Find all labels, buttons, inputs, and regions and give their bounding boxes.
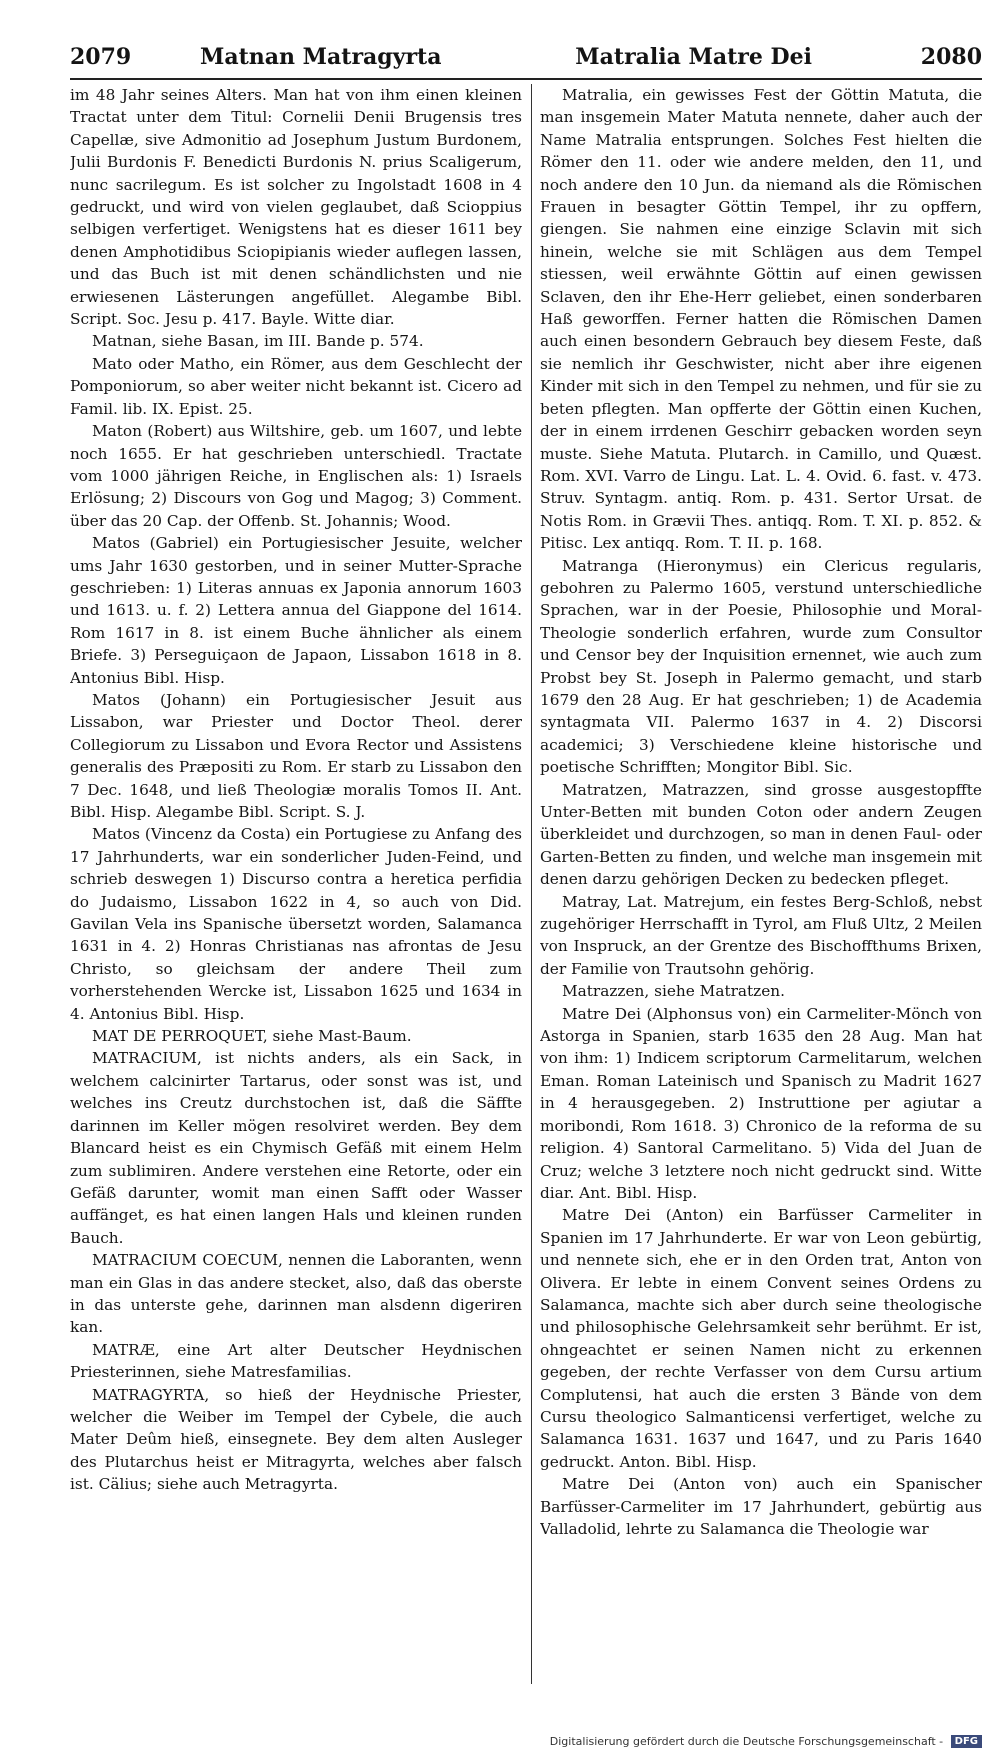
footer-credit [550,1735,982,1749]
page-number-right: 2080 [920,44,982,70]
entry-text: MATRÆ, eine Art alter Deutscher Heydnischen Priesterinnen, siehe Matresfamilias. [70,1340,522,1382]
entry-text: Matratzen, Matrazzen, sind grosse ausgestopffte Unter-Betten mit bunden Coton oder andern Zeugen überkleidet und durchzogen, so man in denen Faul- oder Garten-Betten zu finden, und welche man insgemein mit denen darzu gehörigen Decken zu bedecken pfleget. [540,780,982,889]
entry-text: Matos (Johann) ein Portugiesischer Jesuit aus Lissabon, war Priester und Doctor Theol. derer Collegiorum zu Lissabon und Evora Rector und Assistens generalis des Præpositi zu Rom. Er starb zu Lissabon den 7 Dec. 1648, und ließ Theologiæ moralis Tomos II. Ant. Bibl. Hisp. Alegambe Bibl. Script. S. J. [70,690,522,821]
entry-text: Matralia, ein gewisses Fest der Göttin Matuta, die man insgemein Mater Matuta nennete, daher auch der Name Matralia entsprungen. Solches Fest hielten die Römer den 11. oder wie andere melden, den 11, und noch andere den 10 Jun. da niemand als die Römischen Frauen in besagter Göttin Tempel, ihr zu opffern, giengen. Sie nahmen eine einzige Sclavin mit sich hinein, welche sie mit Schlägen aus dem Tempel stiessen, weil erwähnte Göttin auf einen gewissen Sclaven, den ihr Ehe-Herr geliebet, einen sonderbaren Haß geworffen. Ferner hatten die Römischen Damen auch einen besondern Gebrauch bey diesem Feste, daß sie nemlich ihr Geschwister, nicht aber ihre eigenen Kinder mit sich in den Tempel zu nehmen, und für sie zu beten pflegten. Man opfferte der Göttin einen Kuchen, der in einem irrdenen Geschirr gebacken worden seyn muste. Siehe Matuta. Plutarch. in Camillo, und Quæst. Rom. XVI. Varro de Lingu. Lat. L. 4. Ovid. 6. fast. v. 473. Struv. Syntagm. antiq. Rom. p. 431. Sertor Ursat. de Notis Rom. in Grævii Thes. antiqq. Rom. T. XI. p. 852. & Pitisc. Lex antiqq. Rom. T. II. p. 168. [540,86,982,553]
footer-text: Digitalisierung gefördert durch die Deutsche Forschungsgemeinschaft - [549,1734,944,1748]
page-number-left: 2079 [70,44,132,70]
entry-text: im 48 Jahr seines Alters. Man hat von ihm einen kleinen Tractat unter dem Titul: Cornelii Denii Brugensis tres Capellæ, sive Admonitio ad Josephum Justum Burdonem, Julii Burdonis F. Benedicti Burdonis N. prius Scaligerum, nunc sacrilegum. Es ist solcher zu Ingolstadt 1608 in 4 gedruckt, und wird von vielen geglaubet, daß Scioppius selbigen verfertiget. Wenigstens hat es dieser 1611 bey denen Amphotidibus Sciopipianis wieder auflegen lassen, und das Buch ist mit denen schändlichsten und nie erwiesenen Lästerungen angefüllet. Alegambe Bibl. Script. Soc. Jesu p. 417. Bayle. Witte diar. [70,86,522,329]
entry-text: Mato oder Matho, ein Römer, aus dem Geschlecht der Pomponiorum, so aber weiter nicht bekannt ist. Cicero ad Famil. lib. IX. Epist. 25. [70,354,522,418]
entry-text: Matre Dei (Anton von) auch ein Spanischer Barfüsser-Carmeliter im 17 Jahrhundert, gebürtig aus Valladolid, lehrte zu Salamanca die Theologie war [540,1475,982,1538]
entry-text: MATRACIUM, ist nichts anders, als ein Sack, in welchem calcinirter Tartarus, oder sonst was ist, und welches ins Creutz durchstochen ist, daß die Säffte darinnen im Keller mögen resolviret werden. Bey dem Blancard heist es ein Chymisch Gefäß mit einem Helm zum sublimiren. Andere verstehen eine Retorte, oder ein Gefäß darunter, womit man einen Safft oder Wasser auffänget, es hat einen langen Hals und kleinen runden Bauch. [70,1049,522,1247]
left-column [70,84,522,1712]
entry-text: Maton (Robert) aus Wiltshire, geb. um 1607, und lebte noch 1655. Er hat geschrieben unterschiedl. Tractate vom 1000 jährigen Reiche, in Englischen als: 1) Israels Erlösung; 2) Discours von Gog und Magog; 3) Comment. über das 20 Cap. der Offenb. St. Johannis; Wood. [70,422,522,530]
header-keyword-left: Matnan Matragyrta [200,44,442,70]
header-keyword-right: Matralia Matre Dei [575,44,812,70]
entry-text: Matray, Lat. Matrejum, ein festes Berg-Schloß, nebst zugehöriger Herrschafft in Tyrol, am Fluß Ultz, 2 Meilen von Inspruck, an der Grentze des Bischoffthums Brixen, der Familie von Trautsohn gehörig. [540,892,982,978]
entry-text: Matre Dei (Alphonsus von) ein Carmeliter-Mönch von Astorga in Spanien, starb 1635 den 28 Aug. Man hat von ihm: 1) Indicem scriptorum Carmelitarum, welchen Eman. Roman Lateinisch und Spanisch zu Madrit 1627 in 4 herausgegeben. 2) Instruttione per agiutar a moribondi, Rom 1618. 3) Chronico de la reforma de su religion. 4) Santoral Carmelitano. 5) Vida del Juan de Cruz; welche 3 letztere noch nicht gedruckt sind. Witte diar. Ant. Bibl. Hisp. [540,1004,982,1202]
entry-text: Matos (Vincenz da Costa) ein Portugiese zu Anfang des 17 Jahrhunderts, war ein sonderlicher Juden-Feind, und schrieb deswegen 1) Discurso contra a heretica perfidia do Judaismo, Lissabon 1622 in 4, so auch von Did. Gavilan Vela ins Spanische übersetzt worden, Salamanca 1631 in 4. 2) Honras Christianas nas afrontas de Jesu Christo, so gleichsam der andere Theil zum vorherstehenden Wercke ist, Lissabon 1625 und 1634 in 4. Antonius Bibl. Hisp. [70,825,522,1023]
right-column [540,84,982,1712]
dfg-logo: DFG [951,1735,982,1748]
entry-text: Matrazzen, siehe Matratzen. [562,982,786,1001]
entry-text: Matnan, siehe Basan, im III. Bande p. 574. [92,332,424,351]
entry-text: Matos (Gabriel) ein Portugiesischer Jesuite, welcher ums Jahr 1630 gestorben, und in seiner Mutter-Sprache geschrieben: 1) Literas annuas ex Japonia annorum 1603 und 1613. u. f. 2) Lettera annua del Giappone del 1614. Rom 1617 in 8. ist einem Buche ähnlicher als einem Briefe. 3) Perseguiçaon de Japaon, Lissabon 1618 in 8. Antonius Bibl. Hisp. [70,534,522,687]
page-header [70,38,982,80]
entry-text: Matranga (Hieronymus) ein Clericus regularis, gebohren zu Palermo 1605, verstund unterschiedliche Sprachen, war in der Poesie, Philosophie und Moral-Theologie sonderlich erfahren, wurde zum Consultor und Censor bey der Inquisition ernennet, wie auch zum Probst bey St. Joseph in Palermo gemacht, und starb 1679 den 28 Aug. Er hat geschrieben; 1) de Academia syntagmata VII. Palermo 1637 in 4. 2) Discorsi academici; 3) Verschiedene kleine historische und poetische Schrifften; Mongitor Bibl. Sic. [540,556,982,777]
entry-text: Matre Dei (Anton) ein Barfüsser Carmeliter in Spanien im 17 Jahrhunderte. Er war von Leon gebürtig, und nennete sich, ehe er in den Orden trat, Anton von Olivera. Er lebte in einem Convent seines Ordens zu Salamanca, machte sich aber durch seine theologische und philosophische Gelehrsamkeit sehr berühmt. Er ist, ohngeachtet er seinen Namen nicht zu erkennen gegeben, der rechte Verfasser von dem Cursu artium Complutensi, hat auch die ersten 3 Bände von dem Cursu theologico Salmanticensi verfertiget, welche zu Salamanca 1631. 1637 und 1647, und zu Paris 1640 gedruckt. Anton. Bibl. Hisp. [540,1206,982,1471]
entry-text: MAT DE PERROQUET, siehe Mast-Baum. [92,1027,412,1046]
column-divider [531,84,532,1684]
entry-text: MATRACIUM COECUM, nennen die Laboranten, wenn man ein Glas in das andere stecket, also, daß das oberste in das unterste gehe, darinnen man alsdenn digeriren kan. [70,1251,522,1337]
entry-text: MATRAGYRTA, so hieß der Heydnische Priester, welcher die Weiber im Tempel der Cybele, die auch Mater Deûm hieß, einsegnete. Bey dem alten Ausleger des Plutarchus heist er Mitragyrta, welches aber falsch ist. Cälius; siehe auch Metragyrta. [70,1385,522,1494]
